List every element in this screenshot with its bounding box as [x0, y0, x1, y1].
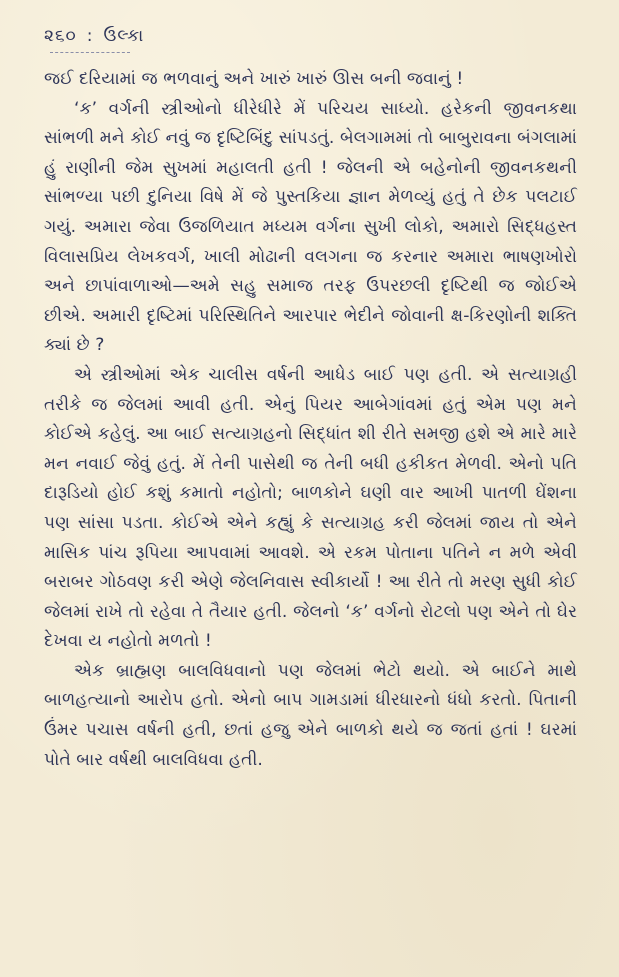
paragraph-continuation: જઈ દરિયામાં જ ભળવાનું અને ખારું ખારું ઊસ બની જવાનું ! — [44, 69, 464, 89]
running-head — [44, 26, 577, 46]
page-number: ૨૬૦ — [44, 26, 77, 46]
head-separator: : — [86, 26, 94, 46]
running-title: ઉલ્કા — [103, 26, 145, 46]
paragraph-brahmin-widow: એક બ્રાહ્મણ બાલવિધવાનો પણ જેલમાં ભેટો થયો. એ બાઈને માથે બાળહત્યાનો આરોપ હતો. એનો બાપ ગામડામાં ધીરધારનો ધંધો કરતો. પિતાની ઉંમર પચાસ વર્ષની હતી, છતાં હજુ એને બાળકો થયે જ જતાં હતાં ! ઘરમાં પોતે બાર વર્ષથી બાલવિધવા હતી. — [44, 660, 577, 770]
paragraph-forty-year-old-woman: એ સ્ત્રીઓમાં એક ચાલીસ વર્ષની આધેડ બાઈ પણ હતી. એ સત્યાગ્રહી તરીકે જ જેલમાં આવી હતી. એનું પિયર આબેગાંવમાં હતું એમ પણ મને કોઈએ કહેલું. આ બાઈ સત્યાગ્રહનો સિદ્ધાંત શી રીતે સમજી હશે એ મારે મારે મન નવાઈ જેવું હતું. મેં તેની પાસેથી જ તેની બધી હકીકત મેળવી. એનો પતિ દારૂડિયો હોઈ કશું કમાતો નહોતો; બાળકોને ઘણી વાર આખી પાતળી ઘેંશના પણ સાંસા પડતા. કોઈએ એને કહ્યું કે સત્યાગ્રહ કરી જેલમાં જાય તો એને માસિક પાંચ રૂપિયા આપવામાં આવશે. એ રકમ પોતાના પતિને ન મળે એવી બરાબર ગોઠવણ કરી એણે જેલનિવાસ સ્વીકાર્યો ! આ રીતે તો મરણ સુધી કોઈ જેલમાં રાખે તો રહેવા તે તૈયાર હતી. જેલનો ‘ક’ વર્ગનો રોટલો પણ એને તો ઘેર દેખવા ય નહોતો મળતો ! — [44, 364, 577, 652]
paragraph-k-class-women: ‘ક’ વર્ગની સ્ત્રીઓનો ધીરેધીરે મેં પરિચય સાધ્યો. હરેકની જીવનકથા સાંભળી મને કોઈ નવું જ દૃષ્ટિબિંદુ સાંપડતું. બેલગામમાં તો બાબુરાવના બંગલામાં હું રાણીની જેમ સુખમાં મહાલતી હતી ! જેલની એ બહેનોની જીવનકથની સાંભળ્યા પછી દુનિયા વિષે મેં જે પુસ્તકિયા જ્ઞાન મેળવ્યું હતું તે છેક પલટાઈ ગયું. અમારા જેવા ઉજળિયાત મધ્યમ વર્ગના સુખી લોકો, અમારો સિદ્ધહસ્ત વિલાસપ્રિય લેખકવર્ગ, ખાલી મોઢાની વલગના જ કરનાર અમારા ભાષણખોરો અને છાપાંવાળાઓ—અમે સહુ સમાજ તરફ ઉપરછલી દૃષ્ટિથી જ જોઈએ છીએ. અમારી દૃષ્ટિમાં પરિસ્થિતિને આરપાર ભેદીને જોવાની ક્ષ-કિરણોની શક્તિ ક્યાં છે ? — [44, 98, 577, 356]
header-rule — [50, 52, 130, 53]
